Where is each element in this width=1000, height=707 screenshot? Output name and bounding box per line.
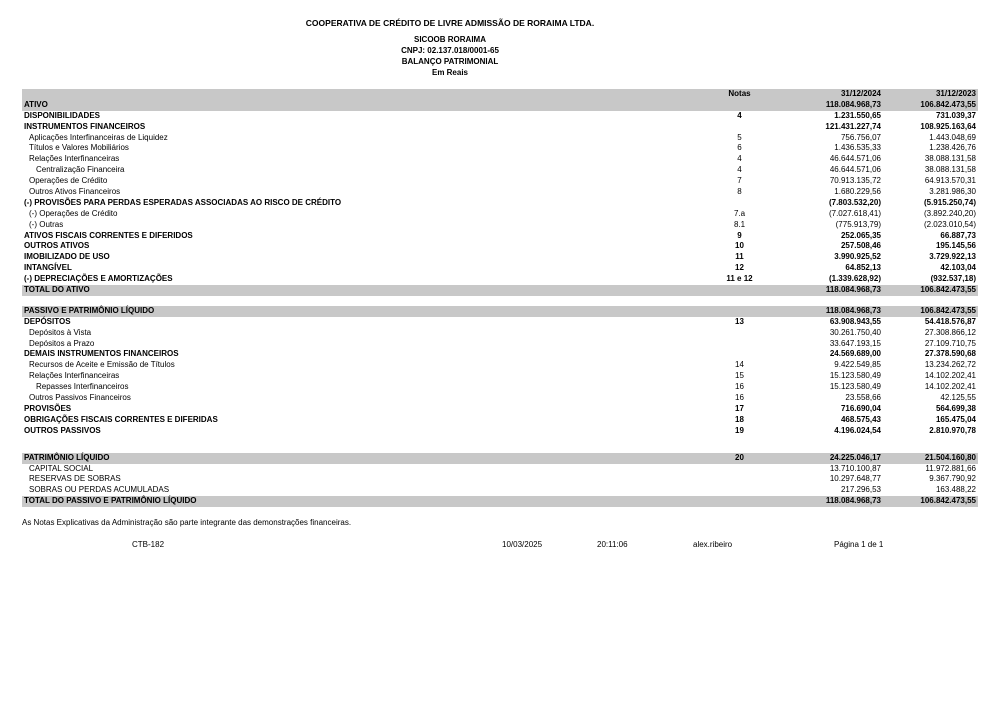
row-value-2024: 3.990.925,52 — [834, 252, 881, 262]
row-value-2024: 46.644.571,06 — [829, 154, 881, 164]
column-header-2023: 31/12/2023 — [935, 89, 976, 98]
row-notes: 18 — [735, 414, 744, 424]
table-row — [22, 453, 978, 464]
row-label: Relações Interfinanceiras — [29, 371, 120, 381]
row-value-2023: 3.281.986,30 — [929, 187, 976, 197]
row-value-2024: 4.196.024,54 — [834, 425, 881, 435]
row-notes: 16 — [735, 382, 744, 392]
balance-sheet-table — [22, 89, 978, 507]
row-value-2023: 9.367.790,92 — [929, 474, 976, 484]
column-header-2024: 31/12/2024 — [840, 89, 881, 98]
table-row — [22, 133, 978, 144]
row-value-2023: (3.892.240,20) — [923, 208, 976, 218]
table-row — [22, 328, 978, 339]
row-label: PROVISÕES — [24, 403, 72, 413]
table-row — [22, 263, 978, 274]
row-value-2023: 106.842.473,55 — [920, 305, 976, 315]
row-notes: 6 — [737, 143, 742, 153]
row-notes: 17 — [735, 403, 744, 413]
row-notes: 12 — [735, 263, 744, 273]
table-row — [22, 306, 978, 317]
row-value-2024: 70.913.135,72 — [829, 176, 881, 186]
row-value-2024: (775.913,79) — [835, 219, 881, 229]
row-label: ATIVO — [24, 99, 48, 109]
row-notes: 19 — [735, 425, 744, 435]
row-value-2024: 257.508,46 — [840, 241, 881, 251]
footer-note: As Notas Explicativas da Administração são parte integrante das demonstrações financeiras. — [22, 518, 352, 527]
row-value-2024: 30.261.750,40 — [829, 327, 881, 337]
row-label: PASSIVO E PATRIMÔNIO LÍQUIDO — [24, 305, 155, 315]
row-notes: 13 — [735, 316, 744, 326]
row-notes: 7 — [737, 176, 742, 186]
row-label: Recursos de Aceite e Emissão de Títulos — [29, 360, 175, 370]
row-value-2023: (2.023.010,54) — [923, 219, 976, 229]
row-label: INTANGÍVEL — [24, 263, 72, 273]
row-value-2024: 118.084.968,73 — [825, 99, 881, 109]
row-value-2024: 1.436.535,33 — [834, 143, 881, 153]
row-value-2024: 1.680.229,56 — [834, 187, 881, 197]
row-label: (-) DEPRECIAÇÕES E AMORTIZAÇÕES — [24, 274, 173, 284]
footer-user: alex.ribeiro — [693, 540, 733, 549]
row-value-2024: 716.690,04 — [840, 403, 881, 413]
row-value-2024: 756.756,07 — [840, 132, 881, 142]
table-row — [22, 122, 978, 133]
table-row — [22, 231, 978, 242]
row-label: Depósitos à Vista — [29, 327, 92, 337]
table-row — [22, 285, 978, 296]
row-value-2023: 27.308.866,12 — [924, 327, 976, 337]
row-value-2024: 15.123.580,49 — [829, 382, 881, 392]
row-label: TOTAL DO ATIVO — [24, 285, 90, 295]
row-label: TOTAL DO PASSIVO E PATRIMÔNIO LÍQUIDO — [24, 496, 197, 506]
table-row — [22, 371, 978, 382]
row-notes: 10 — [735, 241, 744, 251]
row-value-2024: (7.803.532,20) — [828, 197, 881, 207]
row-value-2024: 1.231.550,65 — [834, 110, 881, 120]
row-label: Repasses Interfinanceiros — [36, 382, 129, 392]
row-notes: 7.a — [733, 208, 746, 218]
row-notes: 9 — [737, 230, 742, 240]
report-subtitle-company: SICOOB RORAIMA — [414, 35, 486, 44]
row-value-2023: 165.475,04 — [935, 414, 976, 424]
row-label: SOBRAS OU PERDAS ACUMULADAS — [29, 485, 170, 495]
row-value-2024: 9.422.549,85 — [834, 360, 881, 370]
report-title: COOPERATIVA DE CRÉDITO DE LIVRE ADMISSÃO DE RORAIMA LTDA. — [305, 18, 595, 28]
row-value-2023: 14.102.202,41 — [924, 382, 976, 392]
row-value-2023: 38.088.131,58 — [924, 165, 976, 175]
row-notes: 16 — [735, 393, 744, 403]
row-value-2023: 106.842.473,55 — [920, 496, 976, 506]
row-value-2023: (932.537,18) — [930, 274, 976, 284]
row-notes: 11 e 12 — [726, 274, 753, 284]
row-label: DEPÓSITOS — [24, 316, 71, 326]
row-value-2024: 46.644.571,06 — [829, 165, 881, 175]
row-value-2024: 10.297.648,77 — [829, 474, 881, 484]
table-body — [22, 100, 978, 507]
table-row — [22, 474, 978, 485]
row-value-2023: 11.972.881,66 — [925, 463, 976, 473]
row-value-2024: 24.569.689,00 — [829, 349, 881, 359]
table-header-row — [22, 89, 978, 100]
row-notes: 20 — [735, 452, 744, 462]
table-row — [22, 404, 978, 415]
report-subtitle-currency: Em Reais — [431, 68, 469, 77]
row-value-2023: 27.109.710,75 — [924, 338, 976, 348]
row-value-2023: 1.238.426,76 — [929, 143, 976, 153]
row-value-2024: 24.225.046,17 — [829, 452, 881, 462]
row-label: Depósitos a Prazo — [29, 338, 95, 348]
table-row — [22, 382, 978, 393]
row-notes: 5 — [737, 132, 742, 142]
report-subtitle-cnpj: CNPJ: 02.137.018/0001-65 — [401, 46, 499, 55]
table-spacer-row — [22, 437, 978, 453]
row-label: (-) PROVISÕES PARA PERDAS ESPERADAS ASSOCIADAS AO RISCO DE CRÉDITO — [24, 197, 342, 207]
row-notes: 8 — [737, 187, 742, 197]
row-value-2023: 106.842.473,55 — [920, 99, 976, 109]
row-value-2023: 54.418.576,87 — [924, 316, 976, 326]
table-row — [22, 198, 978, 209]
table-row — [22, 339, 978, 350]
table-row — [22, 464, 978, 475]
row-label: Operações de Crédito — [29, 176, 108, 186]
row-notes: 4 — [737, 165, 742, 175]
row-value-2023: 1.443.048,69 — [929, 132, 976, 142]
row-value-2024: 23.558,66 — [845, 393, 881, 403]
table-row — [22, 165, 978, 176]
row-value-2024: 13.710.100,87 — [829, 463, 881, 473]
row-value-2023: 42.125,55 — [940, 393, 976, 403]
row-value-2024: 64.852,13 — [845, 263, 881, 273]
row-value-2023: 106.842.473,55 — [920, 285, 976, 295]
footer-page-number: Página 1 de 1 — [834, 540, 884, 549]
row-value-2024: 121.431.227,74 — [825, 121, 881, 131]
row-value-2023: 2.810.970,78 — [929, 425, 976, 435]
column-header-notes: Notas — [728, 89, 751, 98]
row-label: CAPITAL SOCIAL — [29, 463, 94, 473]
row-label: Títulos e Valores Mobiliários — [29, 143, 129, 153]
row-value-2024: 118.084.968,73 — [825, 496, 881, 506]
row-value-2023: 14.102.202,41 — [924, 371, 976, 381]
row-value-2023: 13.234.262,72 — [924, 360, 976, 370]
row-label: Outros Passivos Financeiros — [29, 393, 131, 403]
row-notes: 4 — [737, 154, 742, 164]
row-value-2023: 108.925.163,64 — [920, 121, 976, 131]
row-notes: 14 — [735, 360, 744, 370]
row-label: OUTROS ATIVOS — [24, 241, 90, 251]
row-value-2024: 252.065,35 — [840, 230, 881, 240]
table-row — [22, 100, 978, 111]
report-subtitle-statement: BALANÇO PATRIMONIAL — [401, 57, 499, 66]
table-spacer-row — [22, 296, 978, 306]
row-value-2023: 163.488,22 — [935, 485, 976, 495]
row-value-2023: 195.145,56 — [935, 241, 976, 251]
table-row — [22, 393, 978, 404]
row-label: Aplicações Interfinanceiras de Liquidez — [29, 132, 168, 142]
row-value-2024: 33.647.193,15 — [829, 338, 881, 348]
row-value-2024: 217.296,53 — [840, 485, 881, 495]
row-label: RESERVAS DE SOBRAS — [29, 474, 121, 484]
row-value-2023: 21.504.160,80 — [924, 452, 976, 462]
row-notes: 8.1 — [733, 219, 746, 229]
row-notes: 15 — [735, 371, 744, 381]
footer-time: 20:11:06 — [597, 540, 628, 549]
table-row — [22, 496, 978, 507]
row-value-2024: (1.339.628,92) — [828, 274, 881, 284]
table-row — [22, 176, 978, 187]
row-label: Relações Interfinanceiras — [29, 154, 120, 164]
row-value-2023: (5.915.250,74) — [923, 197, 976, 207]
row-value-2023: 38.088.131,58 — [924, 154, 976, 164]
row-value-2024: (7.027.618,41) — [828, 208, 881, 218]
footer-date: 10/03/2025 — [502, 540, 543, 549]
row-value-2024: 118.084.968,73 — [825, 285, 881, 295]
table-row — [22, 154, 978, 165]
row-label: DEMAIS INSTRUMENTOS FINANCEIROS — [24, 349, 179, 359]
table-row — [22, 252, 978, 263]
table-row — [22, 349, 978, 360]
row-label: (-) Operações de Crédito — [29, 208, 118, 218]
row-value-2023: 66.887,73 — [940, 230, 976, 240]
row-value-2024: 15.123.580,49 — [829, 371, 881, 381]
row-label: IMOBILIZADO DE USO — [24, 252, 110, 262]
table-row — [22, 220, 978, 231]
footer-report-code: CTB-182 — [132, 540, 165, 549]
row-value-2023: 42.103,04 — [940, 263, 976, 273]
row-notes: 11 — [735, 252, 744, 262]
row-label: OUTROS PASSIVOS — [24, 425, 101, 435]
row-value-2024: 63.908.943,55 — [829, 316, 881, 326]
row-value-2023: 731.039,37 — [935, 110, 976, 120]
table-row — [22, 317, 978, 328]
row-label: Outros Ativos Financeiros — [29, 187, 121, 197]
row-label: Centralização Financeira — [36, 165, 125, 175]
table-row — [22, 485, 978, 496]
table-row — [22, 241, 978, 252]
table-row — [22, 426, 978, 437]
row-label: (-) Outras — [29, 219, 64, 229]
row-label: ATIVOS FISCAIS CORRENTES E DIFERIDOS — [24, 230, 193, 240]
row-value-2023: 3.729.922,13 — [929, 252, 976, 262]
row-value-2023: 564.699,38 — [935, 403, 976, 413]
row-value-2024: 118.084.968,73 — [825, 305, 881, 315]
row-value-2024: 468.575,43 — [840, 414, 881, 424]
row-notes: 4 — [737, 110, 742, 120]
table-row — [22, 111, 978, 122]
row-label: PATRIMÔNIO LÍQUIDO — [24, 452, 110, 462]
table-row — [22, 209, 978, 220]
row-label: DISPONIBILIDADES — [24, 110, 101, 120]
row-label: INSTRUMENTOS FINANCEIROS — [24, 121, 146, 131]
row-label: OBRIGAÇÕES FISCAIS CORRENTES E DIFERIDAS — [24, 414, 218, 424]
row-value-2023: 64.913.570,31 — [924, 176, 976, 186]
table-row — [22, 274, 978, 285]
table-row — [22, 415, 978, 426]
table-row — [22, 143, 978, 154]
table-row — [22, 360, 978, 371]
row-value-2023: 27.378.590,68 — [924, 349, 976, 359]
table-row — [22, 187, 978, 198]
